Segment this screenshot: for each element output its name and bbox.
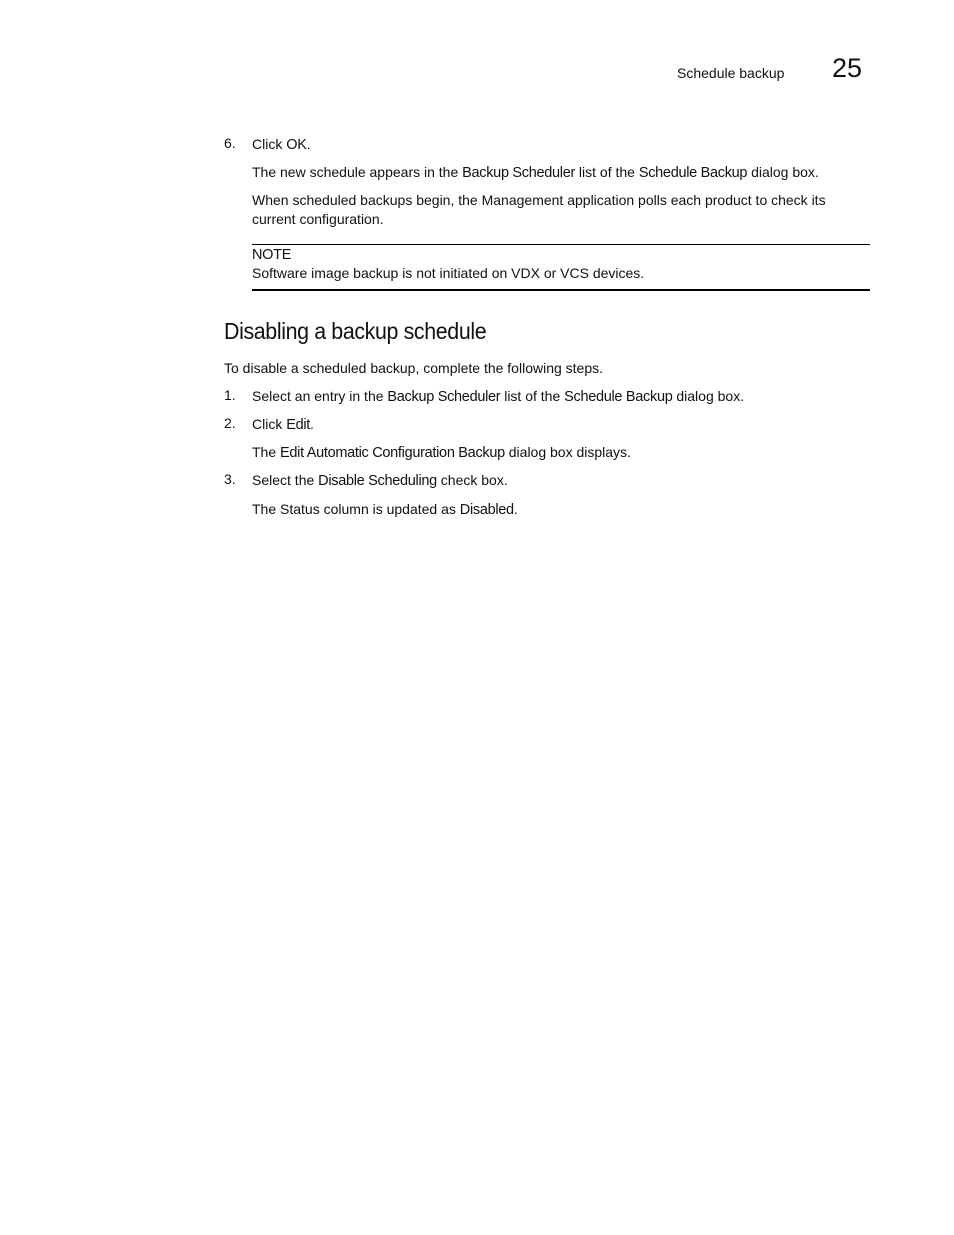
step-1-text: Select an entry in the Backup Scheduler list of the Schedule Backup dialog box. [252, 388, 745, 405]
step-6-detail-line-2: current configuration. [252, 211, 384, 227]
schedule-backup-term: Schedule Backup [564, 389, 673, 405]
ok-term: OK [286, 137, 307, 153]
schedule-backup-term: Schedule Backup [638, 165, 748, 181]
step-2-text: Click Edit. [252, 416, 314, 433]
step-6-detail-line-1: When scheduled backups begin, the Management application polls each product to check its [252, 192, 826, 208]
backup-scheduler-term: Backup Scheduler [387, 389, 501, 405]
chapter-number: 25 [832, 53, 863, 83]
step-number: 2. [224, 415, 236, 431]
backup-scheduler-term: Backup Scheduler [462, 165, 576, 181]
edit-term: Edit [286, 417, 311, 433]
step-2-result: The Edit Automatic Configuration Backup dialog box displays. [252, 444, 631, 461]
note-text: Software image backup is not initiated on VDX or VCS devices. [252, 265, 645, 281]
disable-scheduling-term: Disable Scheduling [318, 473, 437, 489]
section-heading: Disabling a backup schedule [224, 318, 487, 344]
step-6-text: Click OK. [252, 136, 311, 153]
running-header-title: Schedule backup [677, 65, 785, 81]
step-number: 6. [224, 135, 236, 151]
step-3-text: Select the Disable Scheduling check box. [252, 472, 508, 489]
note-top-rule [252, 244, 870, 245]
step-number: 1. [224, 387, 236, 403]
step-number: 3. [224, 471, 236, 487]
step-3-result: The Status column is updated as Disabled. [252, 501, 518, 518]
note-label: NOTE [252, 247, 292, 263]
step-6-result: The new schedule appears in the Backup Scheduler list of the Schedule Backup dialog box. [252, 164, 819, 181]
edit-automatic-configuration-backup-term: Edit Automatic Configuration Backup [280, 445, 505, 461]
section-intro: To disable a scheduled backup, complete the following steps. [224, 360, 604, 376]
note-bottom-rule [252, 289, 870, 291]
disabled-term: Disabled [459, 502, 514, 518]
